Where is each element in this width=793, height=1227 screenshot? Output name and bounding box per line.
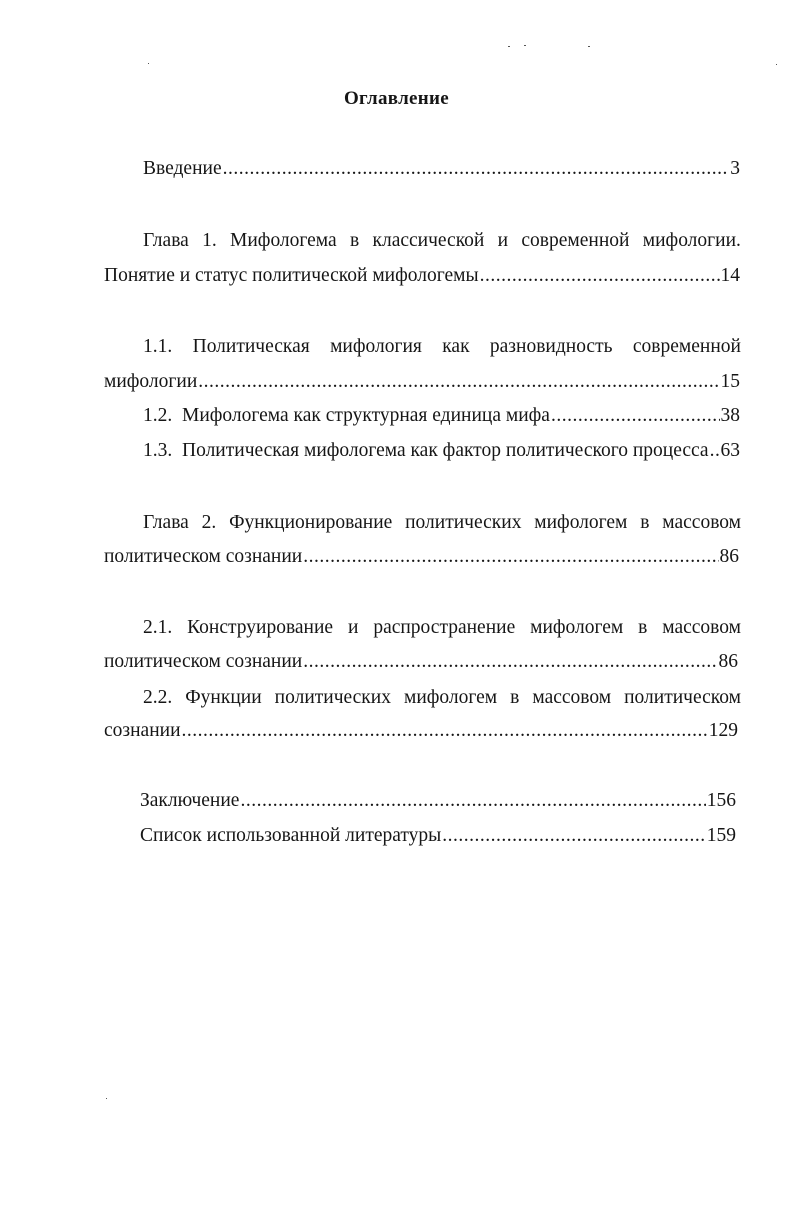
toc-leader (551, 404, 720, 428)
toc-word: мифологем (530, 617, 624, 638)
toc-page: 63 (720, 440, 740, 461)
scan-speck (508, 46, 510, 47)
toc-leader (442, 824, 705, 848)
toc-word: мифологии. (642, 230, 741, 251)
toc-word: в (510, 687, 520, 708)
scan-speck (524, 45, 526, 46)
toc-leader (223, 157, 730, 181)
page-title: Оглавление (343, 88, 450, 109)
toc-word: 2. (201, 512, 217, 533)
toc-leader (303, 545, 718, 569)
toc-word: и (347, 617, 359, 638)
toc-label: 1.3. Политическая мифологема как фактор политического процесса (143, 440, 709, 461)
toc-word: 1.1. (143, 336, 173, 357)
toc-word: классической (372, 230, 485, 251)
toc-word: Функции (185, 687, 262, 708)
toc-entry-chapter2[interactable] (143, 511, 741, 535)
toc-word: политических (274, 687, 391, 708)
toc-word: Функционирование (229, 512, 393, 533)
toc-word: массовом (662, 617, 741, 638)
toc-word: в (349, 230, 360, 251)
toc-label: 1.2. Мифологема как структурная единица мифа (143, 405, 550, 426)
toc-page: 86 (718, 651, 738, 672)
toc-leader (182, 719, 708, 743)
toc-leader (198, 370, 719, 394)
toc-word: 1. (202, 230, 217, 251)
toc-page: 129 (708, 720, 738, 741)
toc-entry-2-2-cont[interactable] (104, 719, 738, 743)
toc-leader (240, 789, 705, 813)
toc-label: Список использованной литературы (140, 825, 442, 846)
toc-label: Введение (143, 158, 222, 179)
toc-word: распространение (373, 617, 516, 638)
toc-word: Глава (143, 512, 189, 533)
scan-speck (106, 1098, 107, 1099)
toc-word: Политическая (192, 336, 310, 357)
toc-entry-1-1-cont[interactable] (104, 370, 740, 394)
toc-leader (710, 439, 720, 463)
toc-word: мифологем (404, 687, 498, 708)
toc-entry-1-1[interactable] (143, 335, 741, 359)
toc-entry-chapter2-cont[interactable] (104, 545, 739, 569)
toc-page: 86 (719, 546, 739, 567)
toc-entry-2-2[interactable] (143, 686, 741, 710)
toc-label: мифологии (104, 371, 198, 392)
toc-entry-intro[interactable] (143, 157, 740, 181)
toc-word: в (640, 512, 650, 533)
toc-word: массовом (662, 512, 741, 533)
toc-entry-2-1[interactable] (143, 616, 741, 640)
toc-word: разновидность (489, 336, 613, 357)
toc-word: Мифологема (230, 230, 337, 251)
scan-speck (148, 63, 149, 64)
toc-word: современной (632, 336, 741, 357)
scan-speck (776, 64, 777, 65)
toc-word: в (638, 617, 648, 638)
toc-word: политических (405, 512, 522, 533)
toc-entry-1-3[interactable] (143, 439, 740, 463)
toc-word: массовом (532, 687, 612, 708)
toc-page: 14 (720, 265, 740, 286)
toc-word: Глава (143, 230, 189, 251)
toc-word: политическом (624, 687, 741, 708)
toc-word: и (497, 230, 509, 251)
toc-entry-chapter1-cont[interactable] (104, 264, 740, 288)
toc-page: 156 (706, 790, 736, 811)
toc-word: мифологем (534, 512, 628, 533)
toc-leader (303, 650, 717, 674)
toc-leader (480, 264, 720, 288)
toc-word: 2.1. (143, 617, 173, 638)
toc-page: 159 (706, 825, 736, 846)
toc-page: 38 (720, 405, 740, 426)
toc-entry-chapter1[interactable] (143, 229, 741, 253)
toc-word: мифология (330, 336, 422, 357)
toc-entry-1-2[interactable] (143, 404, 740, 428)
toc-entry-conclusion[interactable] (140, 789, 736, 813)
toc-label: Понятие и статус политической мифологемы (104, 265, 479, 286)
toc-label: Заключение (140, 790, 240, 811)
toc-label: политическом сознании (104, 546, 303, 567)
toc-word: современной (521, 230, 630, 251)
toc-word: 2.2. (143, 687, 173, 708)
toc-page: 15 (720, 371, 740, 392)
toc-label: политическом сознании (104, 651, 303, 672)
toc-word: Конструирование (187, 617, 334, 638)
scan-speck (588, 46, 590, 47)
toc-entry-bibliography[interactable] (140, 824, 736, 848)
toc-entry-2-1-cont[interactable] (104, 650, 738, 674)
toc-word: как (442, 336, 470, 357)
toc-label: сознании (104, 720, 181, 741)
toc-page: 3 (730, 158, 740, 179)
